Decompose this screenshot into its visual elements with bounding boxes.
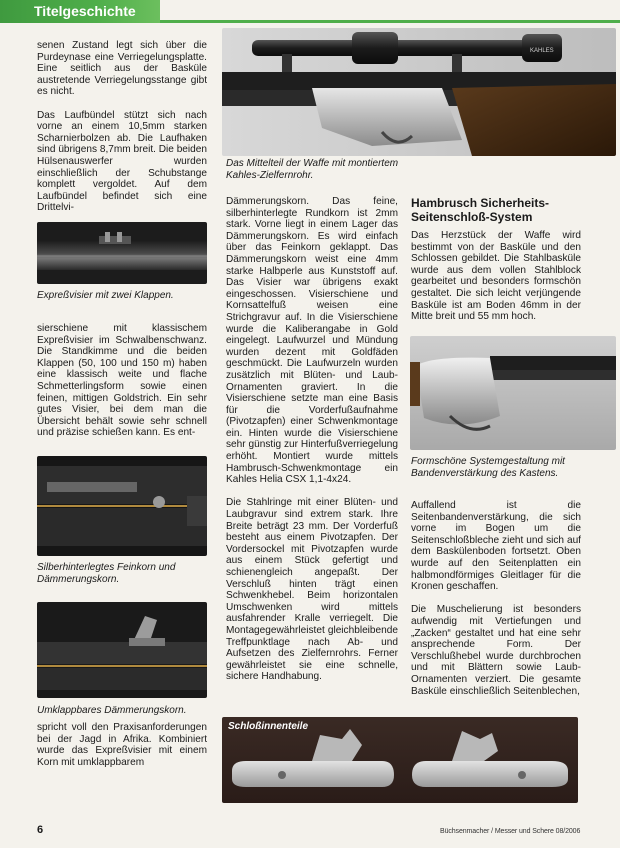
- rifle-scope-photo: [222, 28, 616, 156]
- paragraph: Das Herzstück der Waffe wird bestimmt von der Basküle und den Schlossen gebildet. Die Stahlbasküle wurde aus dem vollen Stahlblock gearbeitet und besonders formschön gestaltet. Die sich leicht verjüngende Basküle ist am Boden 46mm in der Mitte breit und 55 mm hoch.: [411, 230, 581, 323]
- paragraph: Das Laufbündel stützt sich nach vorne an einem 10,5mm starken Scharnierbolzen ab. Die Laufhaken sind übrigens 8,7mm breit. Die beiden Hülsenauswerfer wurden einschließlich der Schubstange komplett vergoldet. Auf dem Laufbündel befindet sich eine Drittelvi-: [37, 109, 208, 214]
- paragraph: Die Stahlringe mit einer Blüten- und Laubgravur sind extrem stark. Ihre Breite beträgt 23 mm. Der Vorderfuß besteht aus einem Pivotzapfen. Der Vordersockel mit Pivotzapfen wurde aus einem Stück gefertigt und schienengleich angepaßt. Der Verschluß hinten trägt einen Schwenkhebel. Beim horizontalen Umschwenken wird mittels ausfahrender Kralle verriegelt. Die Montagegewährleistet gleichbleibende Treffpunktlage nach Ab- und Aufsetzen des Zielfernrohrs. Ferner gewährleistet sie eine schnelle, sichere Handhabung.: [226, 497, 398, 683]
- caption-rear-sight: Expreßvisier mit zwei Klappen.: [37, 290, 174, 301]
- column-1-top: [37, 40, 207, 214]
- caption-rifle-scope: Das Mittelteil der Waffe mit montiertem Kahles-Zielfernrohr.: [226, 158, 399, 181]
- page-number: 6: [37, 824, 44, 836]
- section-heading: Hambrusch Sicherheits-Seitenschloß-System: [411, 196, 550, 224]
- scope-brand-label: KAHLES: [530, 48, 554, 54]
- lock-internals-photo: [222, 717, 578, 803]
- section-title: Titelgeschichte: [0, 0, 160, 23]
- column-2: [226, 196, 398, 683]
- photo-label: Schloßinnenteile: [228, 721, 309, 732]
- caption-front-sight: Silberhinterlegtes Feinkorn und Dämmerungskorn.: [37, 562, 176, 585]
- caption-action-system: Formschöne Systemgestaltung mit Bandenverstärkung des Kastens.: [411, 456, 565, 479]
- column-1-bottom: [37, 722, 207, 768]
- header-rule: [160, 20, 620, 23]
- publication-source: Büchsenmacher / Messer und Schere 08/2006: [440, 828, 581, 835]
- front-sight-photo: [37, 456, 207, 556]
- column-1-middle: [37, 323, 207, 439]
- rear-sight-photo: [37, 222, 207, 284]
- paragraph: Auffallend ist die Seitenbandenverstärkung, die sich vorne im Bogen um die Seitenschloßbleche zieht und sich auf dem Baskülenboden fortsetzt. Oben wurde auf den Seitenplatten ein halbmondförmiges Gleitlager für die Kronen geschaffen.: [411, 500, 581, 593]
- folding-sight-photo: [37, 602, 207, 698]
- paragraph: senen Zustand legt sich über die Purdeynase eine Verriegelungsplatte. Eine seitlich aus der Basküle austretende Verriegelungsstange gibt es nicht.: [37, 40, 207, 98]
- column-3-top: [411, 230, 581, 323]
- header-bar: [0, 0, 620, 26]
- column-3-bottom: [411, 500, 581, 697]
- caption-folding-sight: Umklappbares Dämmerungskorn.: [37, 705, 187, 716]
- paragraph: Die Muschelierung ist besonders aufwendig mit Vertiefungen und „Zacken“ gestaltet und hat eine sehr ansprechende Form. Der Verschlußhebel wurde durchbrochen und mit Blättern sowie Laub-Ornamenten verziert. Die gesamte Basküle einschließlich Seitenblechen,: [411, 604, 581, 697]
- paragraph: sierschiene mit klassischem Expreßvisier im Schwalbenschwanz. Die Standkimme und die beiden Klappen (50, 100 und 150 m) haben eine klassisch weite und flache Schmetterlingsform sowie einen feinen, mittigen Goldstrich. Ein sehr gutes Visier, bei dem man die Übersicht behält sowie sehr schnell und präzise schießen kann. Es ent-: [37, 323, 207, 439]
- paragraph: Dämmerungskorn. Das feine, silberhinterlegte Rundkorn ist 2mm stark. Vorne liegt in einem Lager das Dämmerungskorn. Es wird einfach über das Feinkorn geklappt. Das Dämmerungskorn weist eine 4mm starke Halbperle aus Kunststoff auf. Das Visier war übrigens exakt eingeschossen. Visierschiene und Kornsattelfuß weisen eine Strichgravur auf. In die Visierschiene wurde die Kaliberangabe in Gold eingelegt. Laufwurzel und Mündung wurden dezent mit Goldfäden geschmückt. Die Laufwurzeln wurden zusätzlich mit Blüten- und Laub-Ornamenten graviert. In die Visierschiene setzte man eine Basis für die Vorderfußaufnahme (Pivotzapfen) einer Schwenkmontage ein. Hinten wurde die Visierschiene sehr günstig zur Hinterfußverriegelung erhöht. Montiert wurde mittels Hambrusch-Schwenkmontage ein Kahles Helia CSX 1,1-4x24.: [226, 196, 398, 486]
- action-system-photo: [410, 336, 616, 450]
- paragraph: spricht voll den Praxisanforderungen bei der Jagd in Afrika. Kombiniert wurde das Expreßvisier mit einem Korn mit umklappbarem: [37, 722, 207, 768]
